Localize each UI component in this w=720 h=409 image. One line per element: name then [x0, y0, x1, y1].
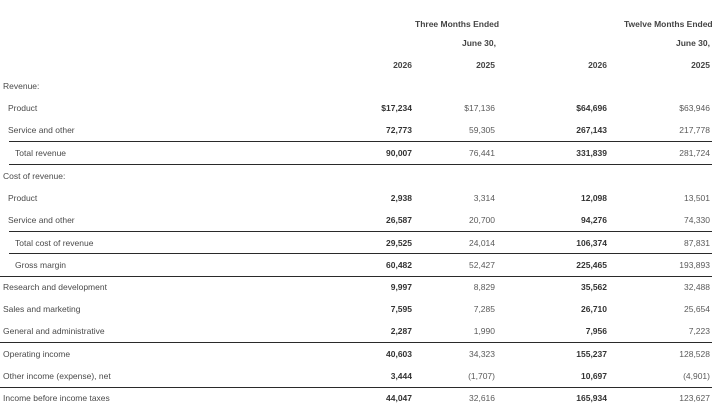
- cell-value: 35,562: [581, 282, 607, 292]
- cell-value: 3,314: [473, 193, 495, 203]
- cell-value: 10,697: [581, 371, 607, 381]
- cell-value: 1,990: [473, 326, 495, 336]
- table-row: [0, 387, 712, 405]
- cell-value: $17,234: [381, 103, 412, 113]
- cell-value: 8,829: [473, 282, 495, 292]
- row-label: Service and other: [8, 215, 75, 225]
- cell-value: $17,136: [464, 103, 495, 113]
- row-label: Cost of revenue:: [3, 171, 66, 181]
- cell-value: 7,223: [688, 326, 710, 336]
- cell-value: 20,700: [469, 215, 495, 225]
- cell-value: 87,831: [684, 238, 710, 248]
- cell-value: 90,007: [386, 148, 412, 158]
- cell-value: 2,287: [390, 326, 412, 336]
- row-label: Product: [8, 103, 38, 113]
- row-label: Service and other: [8, 125, 75, 135]
- cell-value: 94,276: [581, 215, 607, 225]
- cell-value: 281,724: [679, 148, 710, 158]
- table-row: [0, 165, 712, 187]
- cell-value: 106,374: [576, 238, 607, 248]
- row-label: Research and development: [3, 282, 107, 292]
- table-row: [0, 343, 712, 365]
- table-row: [0, 365, 712, 387]
- cell-value: 193,893: [679, 260, 710, 270]
- table-row: [0, 276, 712, 298]
- header-three-months-date: June 30,: [461, 38, 496, 48]
- table-row: [0, 209, 712, 231]
- cell-value: 74,330: [684, 215, 710, 225]
- cell-value: 3,444: [390, 371, 412, 381]
- row-label: Gross margin: [15, 260, 67, 270]
- cell-value: 26,710: [581, 304, 607, 314]
- row-label: General and administrative: [3, 326, 105, 336]
- table-row: [0, 142, 712, 164]
- cell-value: 32,488: [684, 282, 710, 292]
- row-label: Total revenue: [15, 148, 67, 158]
- table-row: [0, 97, 712, 119]
- cell-value: 29,525: [386, 238, 412, 248]
- table-row: [0, 232, 712, 254]
- cell-value: 165,934: [576, 393, 607, 403]
- cell-value: 7,595: [390, 304, 412, 314]
- row-label: Total cost of revenue: [15, 238, 94, 248]
- table-row: [0, 75, 712, 97]
- cell-value: 217,778: [679, 125, 710, 135]
- header-three-months: Three Months Ended: [415, 19, 500, 29]
- cell-value: $64,696: [576, 103, 607, 113]
- row-label: Operating income: [3, 349, 71, 359]
- cell-value: 2,938: [390, 193, 412, 203]
- cell-value: 76,441: [469, 148, 495, 158]
- cell-value: 32,616: [469, 393, 495, 403]
- cell-value: 13,501: [684, 193, 710, 203]
- cell-value: 59,305: [469, 125, 495, 135]
- row-label: Other income (expense), net: [3, 371, 111, 381]
- year-header: 2026: [588, 60, 607, 70]
- cell-value: 155,237: [576, 349, 607, 359]
- row-label: Sales and marketing: [3, 304, 81, 314]
- year-header: 2025: [476, 60, 495, 70]
- cell-value: 331,839: [576, 148, 607, 158]
- cell-value: 40,603: [386, 349, 412, 359]
- cell-value: 123,627: [679, 393, 710, 403]
- cell-value: $63,946: [679, 103, 710, 113]
- header-twelve-months-date: June 30,: [675, 38, 710, 48]
- cell-value: 72,773: [386, 125, 412, 135]
- row-label: Revenue:: [3, 81, 40, 91]
- table-row: [0, 320, 712, 342]
- cell-value: 52,427: [469, 260, 495, 270]
- cell-value: 12,098: [581, 193, 607, 203]
- cell-value: 24,014: [469, 238, 495, 248]
- cell-value: 7,956: [585, 326, 607, 336]
- cell-value: 267,143: [576, 125, 607, 135]
- table-row: [0, 254, 712, 276]
- cell-value: 225,465: [576, 260, 607, 270]
- header-twelve-months: Twelve Months Ended: [624, 19, 713, 29]
- cell-value: (4,901): [683, 371, 710, 381]
- cell-value: 25,654: [684, 304, 710, 314]
- year-header: 2025: [691, 60, 710, 70]
- table-row: [0, 298, 712, 320]
- row-label: Income before income taxes: [3, 393, 110, 403]
- cell-value: 60,482: [386, 260, 412, 270]
- year-header: 2026: [393, 60, 412, 70]
- cell-value: 128,528: [679, 349, 710, 359]
- table-row: [0, 187, 712, 209]
- row-label: Product: [8, 193, 38, 203]
- cell-value: 26,587: [386, 215, 412, 225]
- table-row: [0, 119, 712, 141]
- cell-value: 9,997: [390, 282, 412, 292]
- cell-value: 44,047: [386, 393, 412, 403]
- cell-value: 7,285: [473, 304, 495, 314]
- cell-value: 34,323: [469, 349, 495, 359]
- cell-value: (1,707): [468, 371, 495, 381]
